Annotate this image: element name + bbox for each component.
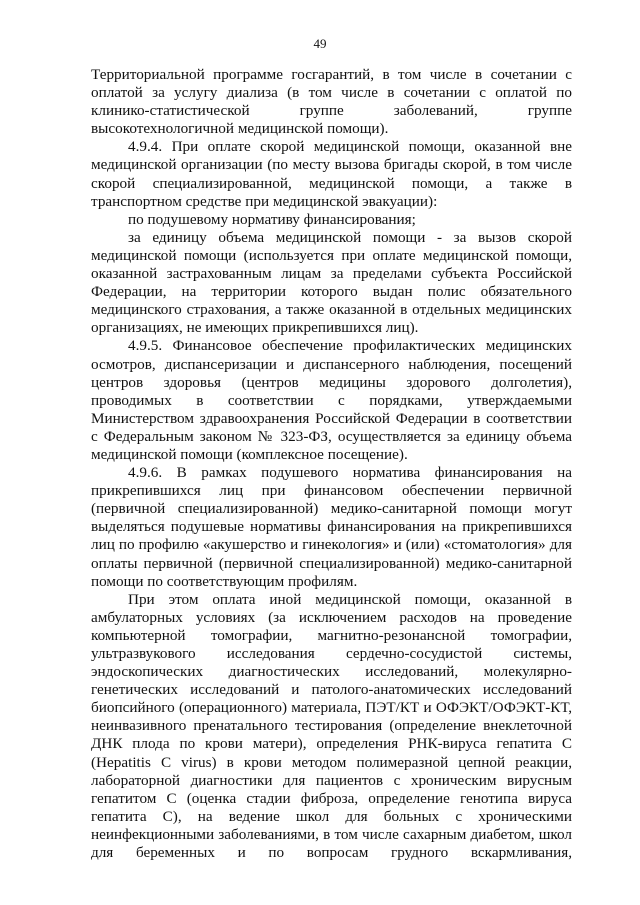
document-body — [91, 66, 572, 862]
paragraph-continuation: Территориальной программе госгарантий, в том числе в сочетании с оплатой за услугу диализа (в том числе в сочетании с оплатой по клинико-статистической группе заболеваний, группе высокотехнологичной медицинской помощи). — [91, 66, 572, 138]
paragraph-per-unit: за единицу объема медицинской помощи - за вызов скорой медицинской помощи (используется при оплате медицинской помощи, оказанной застрахованным лицам за пределами субъекта Российской Федерации, на территории которого выдан полис обязательного медицинского страхования, а также оказанной в отдельных медицинских организациях, не имеющих прикрепившихся лиц). — [91, 228, 572, 337]
paragraph-4-9-4: 4.9.4. При оплате скорой медицинской помощи, оказанной вне медицинской организации (по месту вызова бригады скорой, в том числе скорой специализированной, медицинской помощи, а также в транспортном средстве при медицинской эвакуации): — [91, 138, 572, 210]
paragraph-4-9-5: 4.9.5. Финансовое обеспечение профилактических медицинских осмотров, диспансеризации и диспансерного наблюдения, посещений центров здоровья (центров медицины здорового долголетия), проводимых в соответствии с порядками, утверждаемыми Министерством здравоохранения Российской Федерации в соответствии с Федеральным законом № 323-ФЗ, осуществляется за единицу объема медицинской помощи (комплексное посещение). — [91, 337, 572, 463]
paragraph-per-capita: по подушевому нормативу финансирования; — [128, 210, 416, 228]
page-number: 49 — [313, 36, 327, 51]
paragraph-4-9-6: 4.9.6. В рамках подушевого норматива финансирования на прикрепившихся лиц при финансовом обеспечении первичной (первичной специализированной) медико-санитарной помощи могут выделяться подушевые нормативы финансирования на прикрепившихся лиц по профилю «акушерство и гинекология» и (или) «стоматология» для оплаты первичной (первичной специализированной) медико-санитарной помощи по соответствующим профилям. — [91, 464, 572, 590]
paragraph-other-care: При этом оплата иной медицинской помощи, оказанной в амбулаторных условиях (за исключением расходов на проведение компьютерной томографии, магнитно-резонансной томографии, ультразвукового исследования сердечно-сосудистой системы, эндоскопических диагностических исследований, молекулярно-генетических исследований и патолого-анатомических исследований биопсийного (операционного) материала, ПЭТ/КТ и ОФЭКТ/ОФЭКТ-КТ, неинвазивного пренатального тестирования (определение внеклеточной ДНК плода по крови матери), определения РНК-вируса гепатита С (Hepatitis C virus) в крови методом полимеразной цепной реакции, лабораторной диагностики для пациентов с хроническим вирусным гепатитом С (оценка стадии фиброза, определение генотипа вируса гепатита С), на ведение школ для больных с хроническими неинфекционными заболеваниями, в том числе сахарным диабетом, школ для беременных и по вопросам грудного вскармливания, — [91, 590, 572, 862]
